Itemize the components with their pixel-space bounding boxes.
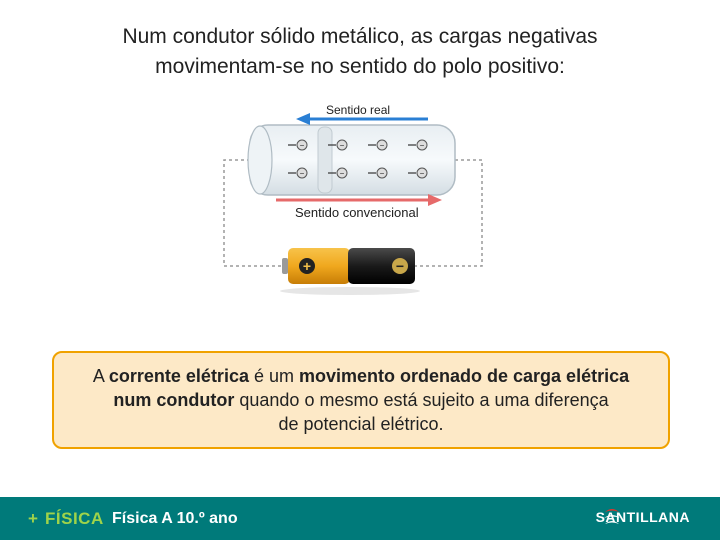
callout-line-1: [54, 364, 668, 388]
title-line-2: movimentam-se no sentido do polo positivo:: [155, 55, 565, 78]
battery-negative-symbol: −: [395, 258, 405, 274]
label-conventional-direction: Sentido convencional: [295, 205, 419, 220]
callout-emphasis: num condutor: [113, 390, 235, 410]
callout-text: A: [92, 366, 109, 386]
svg-text:−: −: [419, 141, 425, 150]
circuit-illustration: [210, 95, 510, 305]
label-real-direction: Sentido real: [326, 103, 391, 117]
title-line-1: Num condutor sólido metálico, as cargas negativas: [122, 25, 598, 48]
callout-text: quando o mesmo está sujeito a uma diferença: [234, 390, 609, 410]
footer-bar: [0, 497, 720, 540]
conductor-end: [248, 126, 272, 194]
course-label: Física A 10.º ano: [112, 510, 238, 527]
slide-title: [60, 22, 660, 82]
conductor-section: [318, 127, 332, 193]
brand-subject: FÍSICA: [45, 509, 104, 528]
svg-text:−: −: [339, 169, 345, 178]
svg-text:−: −: [419, 169, 425, 178]
svg-text:−: −: [379, 169, 385, 178]
callout-line-3: de potencial elétrico.: [278, 414, 444, 434]
battery-positive-symbol: +: [302, 258, 312, 274]
svg-text:−: −: [299, 141, 305, 150]
callout-line-2: [54, 388, 668, 412]
callout-text: é um: [248, 366, 299, 386]
svg-text:−: −: [299, 169, 305, 178]
conductor-cylinder: [250, 125, 455, 195]
publisher-name: SANTILLANA: [595, 509, 690, 525]
svg-text:−: −: [339, 141, 345, 150]
callout-emphasis: movimento ordenado de carga elétrica: [299, 366, 630, 386]
definition-callout: [52, 351, 670, 449]
brand-plus: +: [28, 509, 38, 528]
svg-text:−: −: [379, 141, 385, 150]
callout-emphasis: corrente elétrica: [108, 366, 249, 386]
